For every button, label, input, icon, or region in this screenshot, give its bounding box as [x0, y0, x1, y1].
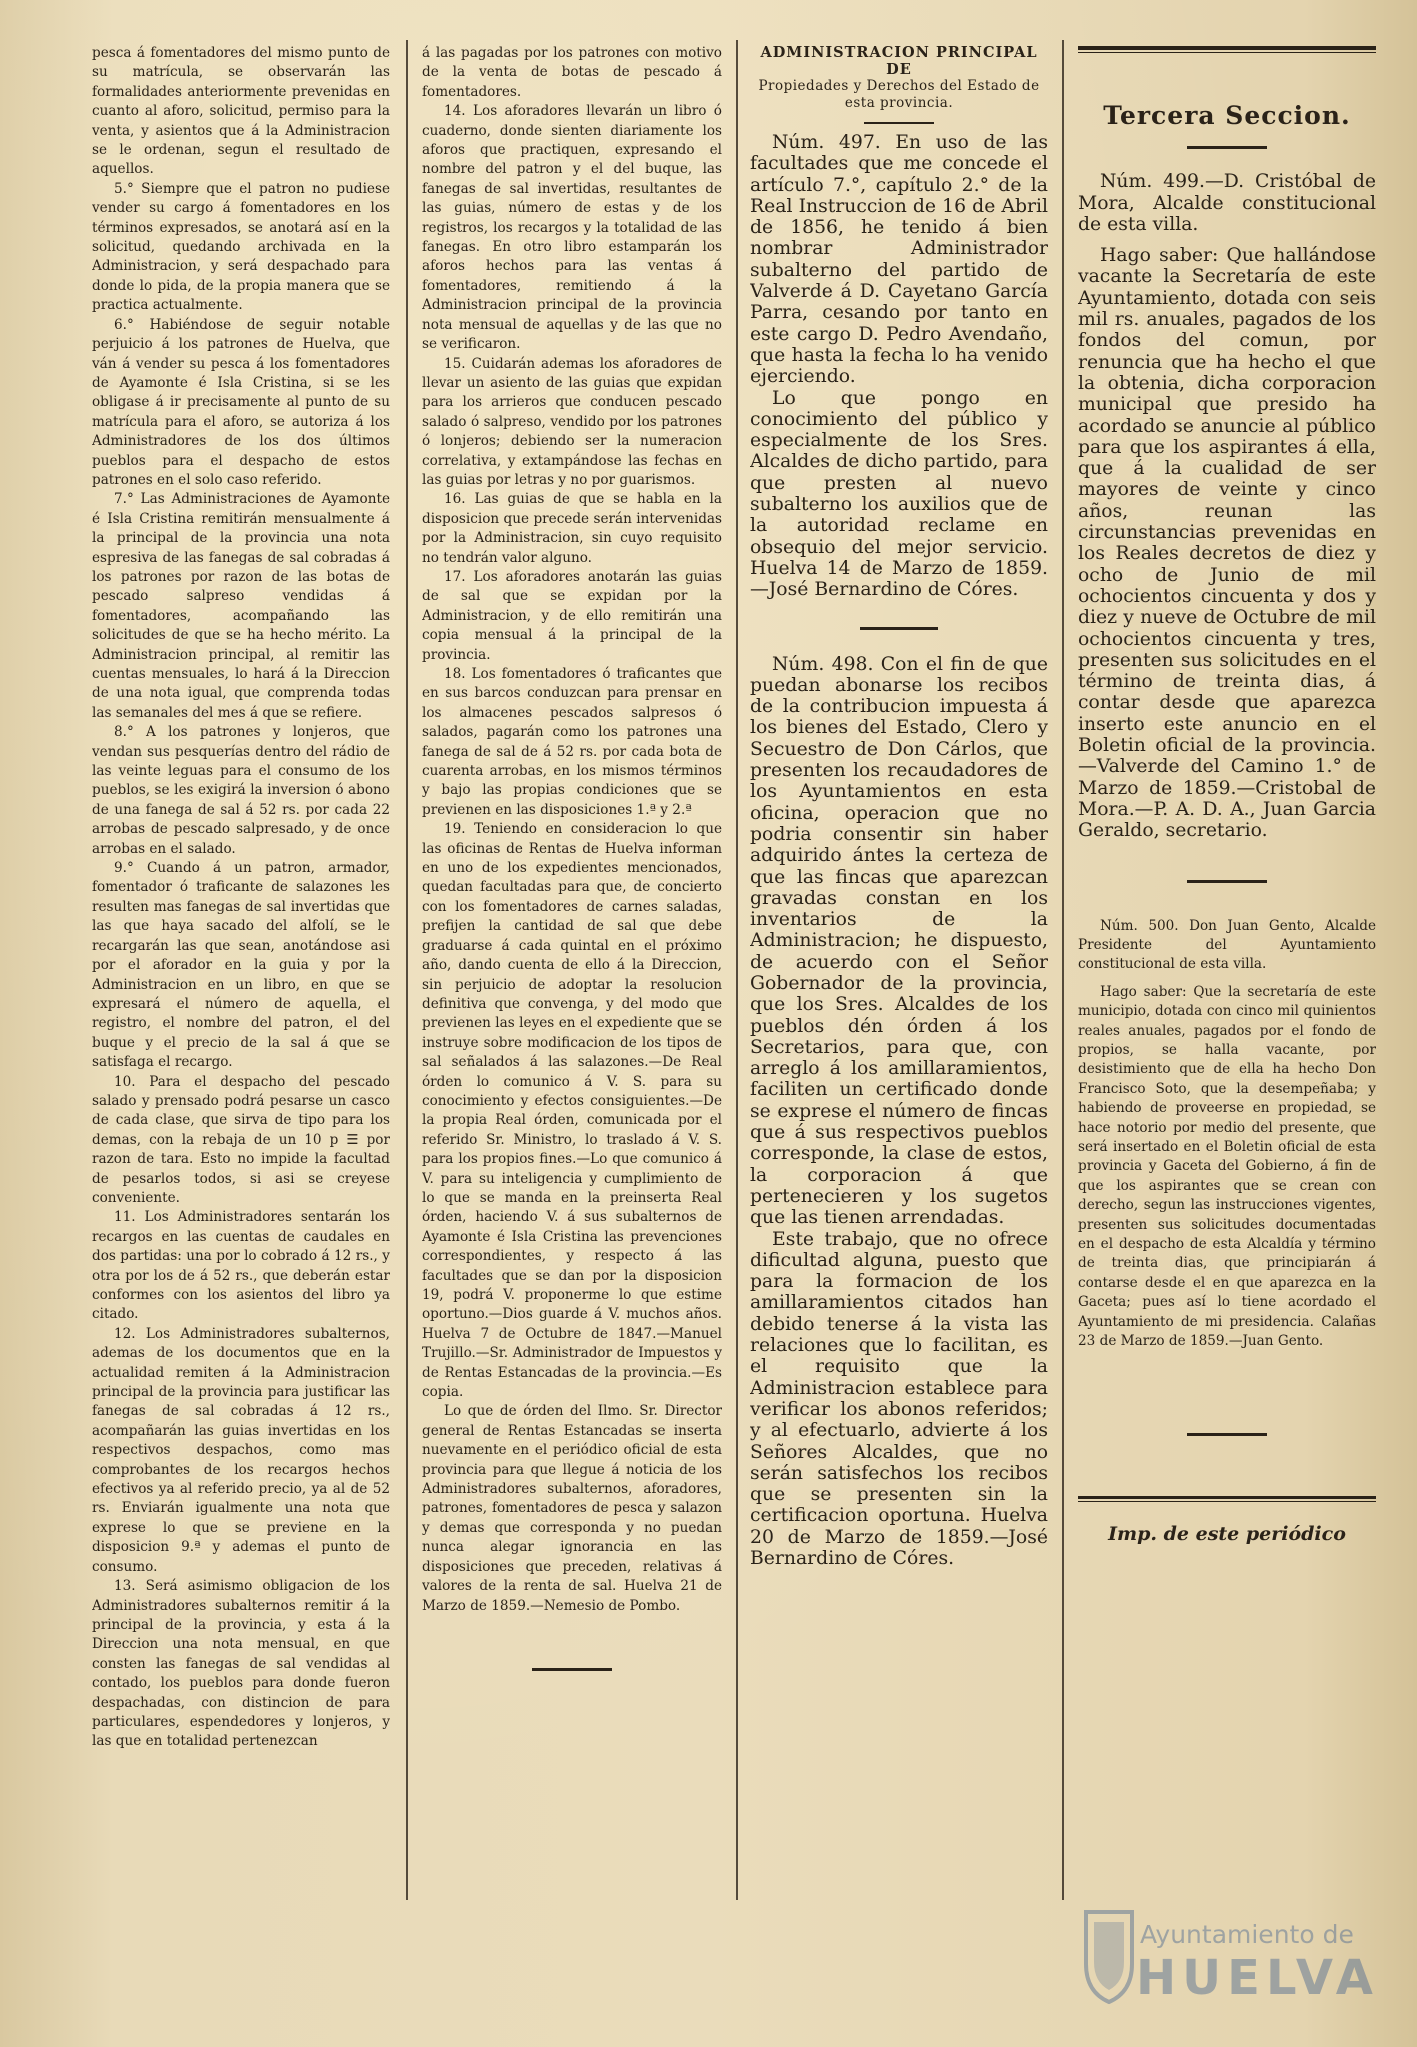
paragraph: 6.° Habiéndose de seguir notable perjuicio á los patrones de Huelva, que ván á vender su pesca á los fomentadores de Ayamonte é Isla Cristina, si se les obligase á ir precisamente al punto de su matrícula para el aforo, se autoriza á los Administradores de los dos últimos pueblos para el despacho de estos patrones en el solo caso referido. [92, 316, 390, 488]
paragraph: Lo que de órden del Ilmo. Sr. Director general de Rentas Estancadas se inserta nuevamente en el periódico oficial de esta provincia para que llegue á noticia de los Administradores subalternos, aforadores, patrones, fomentadores de pesca y salazon y demas que corresponda y no puedan nunca alegar ignorancia en las disposiciones que preceden, relativas á valores de la renta de sal. Huelva 21 de Marzo de 1859.—Nemesio de Pombo. [422, 1403, 722, 1614]
watermark-city: HUELVA [1136, 1950, 1379, 2006]
notice-498: Núm. 498. Con el fin de que puedan abonarse los recibos de la contribucion impuesta á los bienes del Estado, Clero y Secuestro de Don Cárlos, que presenten los recaudadores de los Ayuntamientos en esta oficina, operacion que no podria consentir sin haber adquirido ántes la certeza de que las fincas que aparezcan gravadas constan en los inventarios de la Administracion; he dispuesto, de acuerdo con el Señor Gobernador de la provincia, que los Sres. Alcaldes de los pueblos dén órden á los Secretarios, para que, con arreglo á los amillaramientos, faciliten un certificado donde se exprese el número de fincas que á sus respectivos pueblos corresponde, la clase de estos, la corporacion á que pertenecieren y los sugetos que las tienen arrendadas. [750, 653, 1048, 1229]
notice-500-block [1078, 917, 1376, 1352]
header-line-1: ADMINISTRACION PRINCIPAL DE [760, 44, 1038, 78]
notice-498-text: Este trabajo, que no ofrece dificultad alguna, puesto que para la formacion de los amillaramientos citados han debido tenerse á la vista las relaciones que lo facilitan, es el requisito que la Administracion establece para verificar los abonos referidos; y al efectuarlo, advierte á los Señores Alcaldes, que no serán satisfechos los recibos que se presenten sin la certificacion oportuna. Huelva 20 de Marzo de 1859.—José Bernardino de Córes. [750, 1228, 1048, 1569]
paragraph: 8.° A los patrones y lonjeros, que vendan sus pesquerías dentro del rádio de las veinte leguas para el consumo de los pueblos, se les exigirá la inversion ó abono de una fanega de sal á 52 rs. por cada 22 arrobas de pescado salpresado, y de once arrobas en el salado. [92, 724, 390, 857]
coat-of-arms-icon [1078, 1904, 1140, 2006]
notice-499: Núm. 499.—D. Cristóbal de Mora, Alcalde constitucional de esta villa. [1078, 171, 1376, 235]
divider [860, 627, 938, 630]
paragraph: pesca á fomentadores del mismo punto de su matrícula, se observarán las formalidades anteriormente prevenidas en cuanto al aforo, solicitud, permiso para la venta, y asientos que á la Administracion se le ordenan, segun el resultado de aquellos. [92, 45, 390, 178]
divider [864, 122, 934, 124]
notice-497: Núm. 497. En uso de las facultades que me concede el artículo 7.°, capítulo 2.° de la Real Instruccion de 16 de Abril de 1856, he tenido á bien nombrar Administrador subalterno del partido de Valverde á D. Cayetano García Parra, cesando por tanto en este cargo D. Pedro Avendaño, que hasta la fecha lo ha venido ejerciendo. [750, 132, 1048, 388]
paragraph: 12. Los Administradores subalternos, ademas de los documentos que en la actualidad remiten á la Administracion principal de la provincia para justificar las fanegas de sal cobradas á 12 rs., acompañarán las guias invertidas en los respectivos despachos, como mas comprobantes de los recargos hechos efectivos ya al referido precio, ya al de 52 rs. Enviarán igualmente una nota que exprese lo que se previene en la disposicion 9.ª y ademas el punto de consumo. [92, 1325, 390, 1575]
column-divider [1062, 40, 1064, 1900]
notice-497-text: Lo que pongo en conocimiento del público y especialmente de los Sres. Alcaldes de dicho partido, para que presten al nuevo subalterno los auxilios que de la autoridad reclame en obsequio del mejor servicio. Huelva 14 de Marzo de 1859.—José Bernardino de Córes. [750, 387, 1048, 601]
paragraph: 13. Será asimismo obligacion de los Administradores subalternos remitir á la principal de la provincia, y esta á la Direccion una nota mensual, en que consten las fanegas de sal vendidas al contado, los pueblos para donde fueron despachadas, con distincion de para particulares, espendedores y lonjeros, y las que en totalidad pertenezcan [92, 1578, 390, 1750]
column-divider [406, 40, 408, 1900]
paragraph: 18. Los fomentadores ó traficantes que en sus barcos conduzcan para prensar en los almacenes pescados salpresos ó salados, pagarán como los patrones una fanega de sal de á 52 rs. por cada bota de cuarenta arrobas, en los mismos términos y bajo las propias condiciones que se previenen en las disposiciones 1.ª y 2.ª [422, 666, 722, 818]
section-title: Tercera Seccion. [1103, 101, 1351, 130]
column-1 [92, 44, 390, 1752]
paragraph: 10. Para el despacho del pescado salado y prensado podrá pesarse un casco de cada clase, que sirva de tipo para los demas, con la rebaja de un 10 p ☰ por razon de tara. Esto no impide la facultad de pesarlos todos, si asi se creyese conveniente. [92, 1073, 390, 1206]
watermark-text: Ayuntamiento de [1140, 1920, 1354, 1949]
bottom-double-rule [1078, 1496, 1376, 1499]
divider [1187, 1433, 1267, 1436]
section-header [750, 44, 1048, 112]
bottom-double-rule-thin [1078, 1501, 1376, 1502]
divider [1187, 146, 1267, 149]
paragraph: 16. Las guias de que se habla en la disposicion que precede serán intervenidas por la Administracion, sin cuyo requisito no tendrán valor alguno. [422, 491, 722, 566]
end-rule [532, 1668, 612, 1671]
paragraph: 15. Cuidarán ademas los aforadores de llevar un asiento de las guias que expidan para los arrieros que conducen pescado salado ó salpreso, vendido por los patrones ó lonjeros; debiendo ser la numeracion correlativa, y extampándose las fechas en las guias por letras y no por guarismos. [422, 355, 722, 488]
watermark-logo [1078, 1904, 1378, 2014]
top-double-rule-thin [1078, 52, 1376, 53]
paragraph: á las pagadas por los patrones con motivo de la venta de botas de pescado á fomentadores. [422, 45, 722, 100]
paragraph: 5.° Siempre que el patron no pudiese vender su cargo á fomentadores en los términos expresados, se anotará así en la solicitud, quedando archivada en la Administracion, y será despachado para donde lo pida, de la propia manera que se practica actualmente. [92, 180, 390, 314]
notice-500-text: Hago saber: Que la secretaría de este municipio, dotada con cinco mil quinientos reales anuales, pagados por el fondo de propios, se halla vacante, por desistimiento que de ella ha hecho Don Francisco Soto, que la desempeñaba; y habiendo de proveerse en propiedad, se hace notorio por medio del presente, que será insertado en el Boletin oficial de esta provincia y Gaceta del Gobierno, á fin de que los aspirantes que se crean con derecho, segun las instrucciones vigentes, presenten sus solicitudes documentadas en el despacho de esta Alcaldía y término de treinta dias, que principiarán á contarse desde el en que aparezca en la Gaceta; pues así lo tiene acordado el Ayuntamiento de mi presidencia. Calañas 23 de Marzo de 1859.—Juan Gento. [1078, 983, 1376, 1350]
paragraph: 9.° Cuando á un patron, armador, fomentador ó traficante de salazones les resulten mas fanegas de sal invertidas que las que haya sacado del alfolí, se le recargarán las que sean, anotándose asi por el aforador en la guia y por la Administracion en un libro, en que se expresará el número de aquella, el registro, el nombre del patron, el del buque y el precio de la sal á que se satisfaga el recargo. [92, 860, 390, 1071]
notice-499-text: Hago saber: Que hallándose vacante la Secretaría de este Ayuntamiento, dotada con seis mil rs. anuales, pagados de los fondos del comun, por renuncia que ha hecho el que la obtenia, dicha corporacion municipal que presido ha acordado se anuncie al público para que los aspirantes á ella, que á la cualidad de ser mayores de veinte y cinco años, reunan las circunstancias prevenidas en los Reales decretos de diez y ocho de Junio de mil ochocientos cincuenta y dos y diez y nueve de Octubre de mil ochocientos cincuenta y tres, presenten sus solicitudes en el término de treinta dias, á contar desde que aparezca inserto este anuncio en el Boletin oficial de la provincia.—Valverde del Camino 1.° de Marzo de 1859.—Cristobal de Mora.—P. A. D. A., Juan Garcia Geraldo, secretario. [1078, 245, 1376, 842]
notice-500: Núm. 500. Don Juan Gento, Alcalde Presidente del Ayuntamiento constitucional de esta villa. [1078, 917, 1376, 973]
paragraph: 11. Los Administradores sentarán los recargos en las cuentas de caudales en dos partidas: una por lo cobrado á 12 rs., y otra por los de á 52 rs., que deberán estar conformes con los asientos del libro ya citado. [92, 1209, 390, 1323]
top-double-rule [1078, 46, 1376, 50]
imprint: Imp. de este periódico [1108, 1523, 1346, 1546]
paragraph: 19. Teniendo en consideracion lo que las oficinas de Rentas de Huelva informan en uno de los expedientes mencionados, quedan facultadas para que, de concierto con los fomentadores de carnes saladas, prefijen la cantidad de sal que debe graduarse á cada quintal en el próximo año, dando cuenta de ello á la Direccion, sin perjuicio de adoptar la resolucion definitiva que convenga, y del modo que previenen las leyes en el expediente que se instruye sobre modificacion de los tipos de sal señalados á las salazones.—De Real órden lo comunico á V. S. para su conocimiento y efectos consiguientes.—De la propia Real órden, comunicada por el referido Sr. Ministro, lo traslado á V. S. para los propios fines.—Lo que comunico á V. para su inteligencia y cumplimiento de lo que se manda en la preinserta Real órden, haciendo V. á sus subalternos de Ayamonte é Isla Cristina las prevenciones correspondientes, y respecto á las facultades que se dan por la disposicion 19, podrá V. proponerme lo que estime oportuno.—Dios guarde á V. muchos años. Huelva 7 de Octubre de 1847.—Manuel Trujillo.—Sr. Administrador de Impuestos y de Rentas Estancadas de la provincia.—Es copia. [422, 821, 722, 1401]
paragraph: 14. Los aforadores llevarán un libro ó cuaderno, donde sienten diariamente los aforos que practiquen, expresando el nombre del patron y el del buque, las fanegas de sal invertidas, resultantes de las guias, número de estas y de los registros, los recargos y la totalidad de las fanegas. En otro libro estamparán los aforos hechos para las ventas á fomentadores, remitiendo á la Administracion principal de la provincia nota mensual de aquellas y de las que no se verificaron. [422, 103, 722, 353]
divider [1187, 880, 1267, 883]
header-line-2: Propiedades y Derechos del Estado de esta provincia. [758, 78, 1040, 111]
column-2 [422, 44, 722, 1671]
column-divider [736, 40, 738, 1900]
paragraph: 17. Los aforadores anotarán las guias de sal que se expidan por la Administracion, y de ello remitirán una copia mensual á la principal de la provincia. [422, 568, 722, 663]
column-3 [750, 44, 1048, 1569]
column-4 [1078, 44, 1376, 1546]
paragraph: 7.° Las Administraciones de Ayamonte é Isla Cristina remitirán mensualmente á la principal de la provincia una nota espresiva de las fanegas de sal cobradas á los patrones por razon de las botas de pescado salpreso vendidas á fomentadores, acompañando las solicitudes de que se ha hecho mérito. La Administracion principal, al remitir las cuentas mensuales, lo hará á la Direccion de una nota igual, que comprenda todas las semanales del mes á que se refiere. [92, 491, 390, 721]
